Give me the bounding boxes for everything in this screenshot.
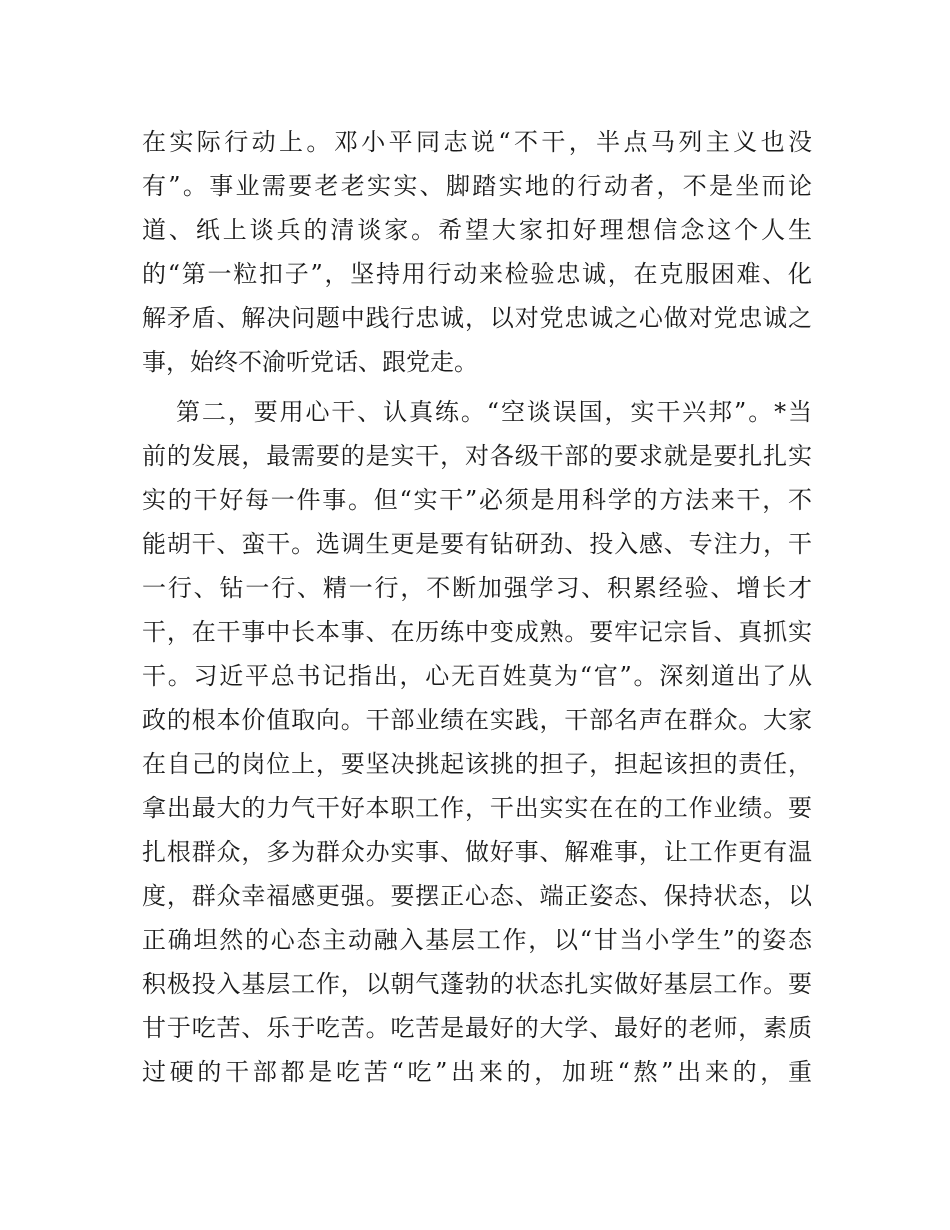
paragraph-2-line-7: 干。习近平总书记指出，心无百姓莫为“官”。深刻道出了从	[142, 662, 812, 690]
paragraph-1-line-2: 有”。事业需要老老实实、脚踏实地的行动者，不是坐而论	[142, 172, 812, 200]
paragraph-2-line-3: 实的干好每一件事。但“实干”必须是用科学的方法来干，不	[142, 486, 812, 514]
paragraph-1-line-1: 在实际行动上。邓小平同志说“不干，半点马列主义也没	[142, 128, 812, 156]
paragraph-2-line-9: 在自己的岗位上，要坚决挑起该挑的担子，担起该担的责任，	[142, 750, 812, 778]
paragraph-2-line-6: 干，在干事中长本事、在历练中变成熟。要牢记宗旨、真抓实	[142, 618, 812, 646]
paragraph-1-line-5: 解矛盾、解决问题中践行忠诚，以对党忠诚之心做对党忠诚之	[142, 304, 812, 332]
paragraph-2-line-11: 扎根群众，多为群众办实事、做好事、解难事，让工作更有温	[142, 838, 812, 866]
paragraph-2-line-12: 度，群众幸福感更强。要摆正心态、端正姿态、保持状态，以	[142, 882, 812, 910]
paragraph-1-line-6: 事，始终不渝听党话、跟党走。	[142, 348, 478, 376]
paragraph-2-line-15: 甘于吃苦、乐于吃苦。吃苦是最好的大学、最好的老师，素质	[142, 1014, 812, 1042]
paragraph-1-line-3: 道、纸上谈兵的清谈家。希望大家扣好理想信念这个人生	[142, 216, 812, 244]
paragraph-2-line-10: 拿出最大的力气干好本职工作，干出实实在在的工作业绩。要	[142, 794, 812, 822]
paragraph-2-line-8: 政的根本价值取向。干部业绩在实践，干部名声在群众。大家	[142, 706, 812, 734]
paragraph-2-line-5: 一行、钻一行、精一行，不断加强学习、积累经验、增长才	[142, 574, 812, 602]
paragraph-2-line-16: 过硬的干部都是吃苦“吃”出来的，加班“熬”出来的，重	[142, 1058, 812, 1086]
paragraph-1-line-4: 的“第一粒扣子”，坚持用行动来检验忠诚，在克服困难、化	[142, 260, 812, 288]
paragraph-2-line-14: 积极投入基层工作，以朝气蓬勃的状态扎实做好基层工作。要	[142, 970, 812, 998]
paragraph-2-line-1: 第二，要用心干、认真练。“空谈误国，实干兴邦”。*当	[176, 398, 812, 426]
paragraph-2-line-2: 前的发展，最需要的是实干，对各级干部的要求就是要扎扎实	[142, 442, 812, 470]
paragraph-2-line-13: 正确坦然的心态主动融入基层工作，以“甘当小学生”的姿态	[142, 926, 812, 954]
paragraph-2-line-4: 能胡干、蛮干。选调生更是要有钻研劲、投入感、专注力，干	[142, 530, 812, 558]
